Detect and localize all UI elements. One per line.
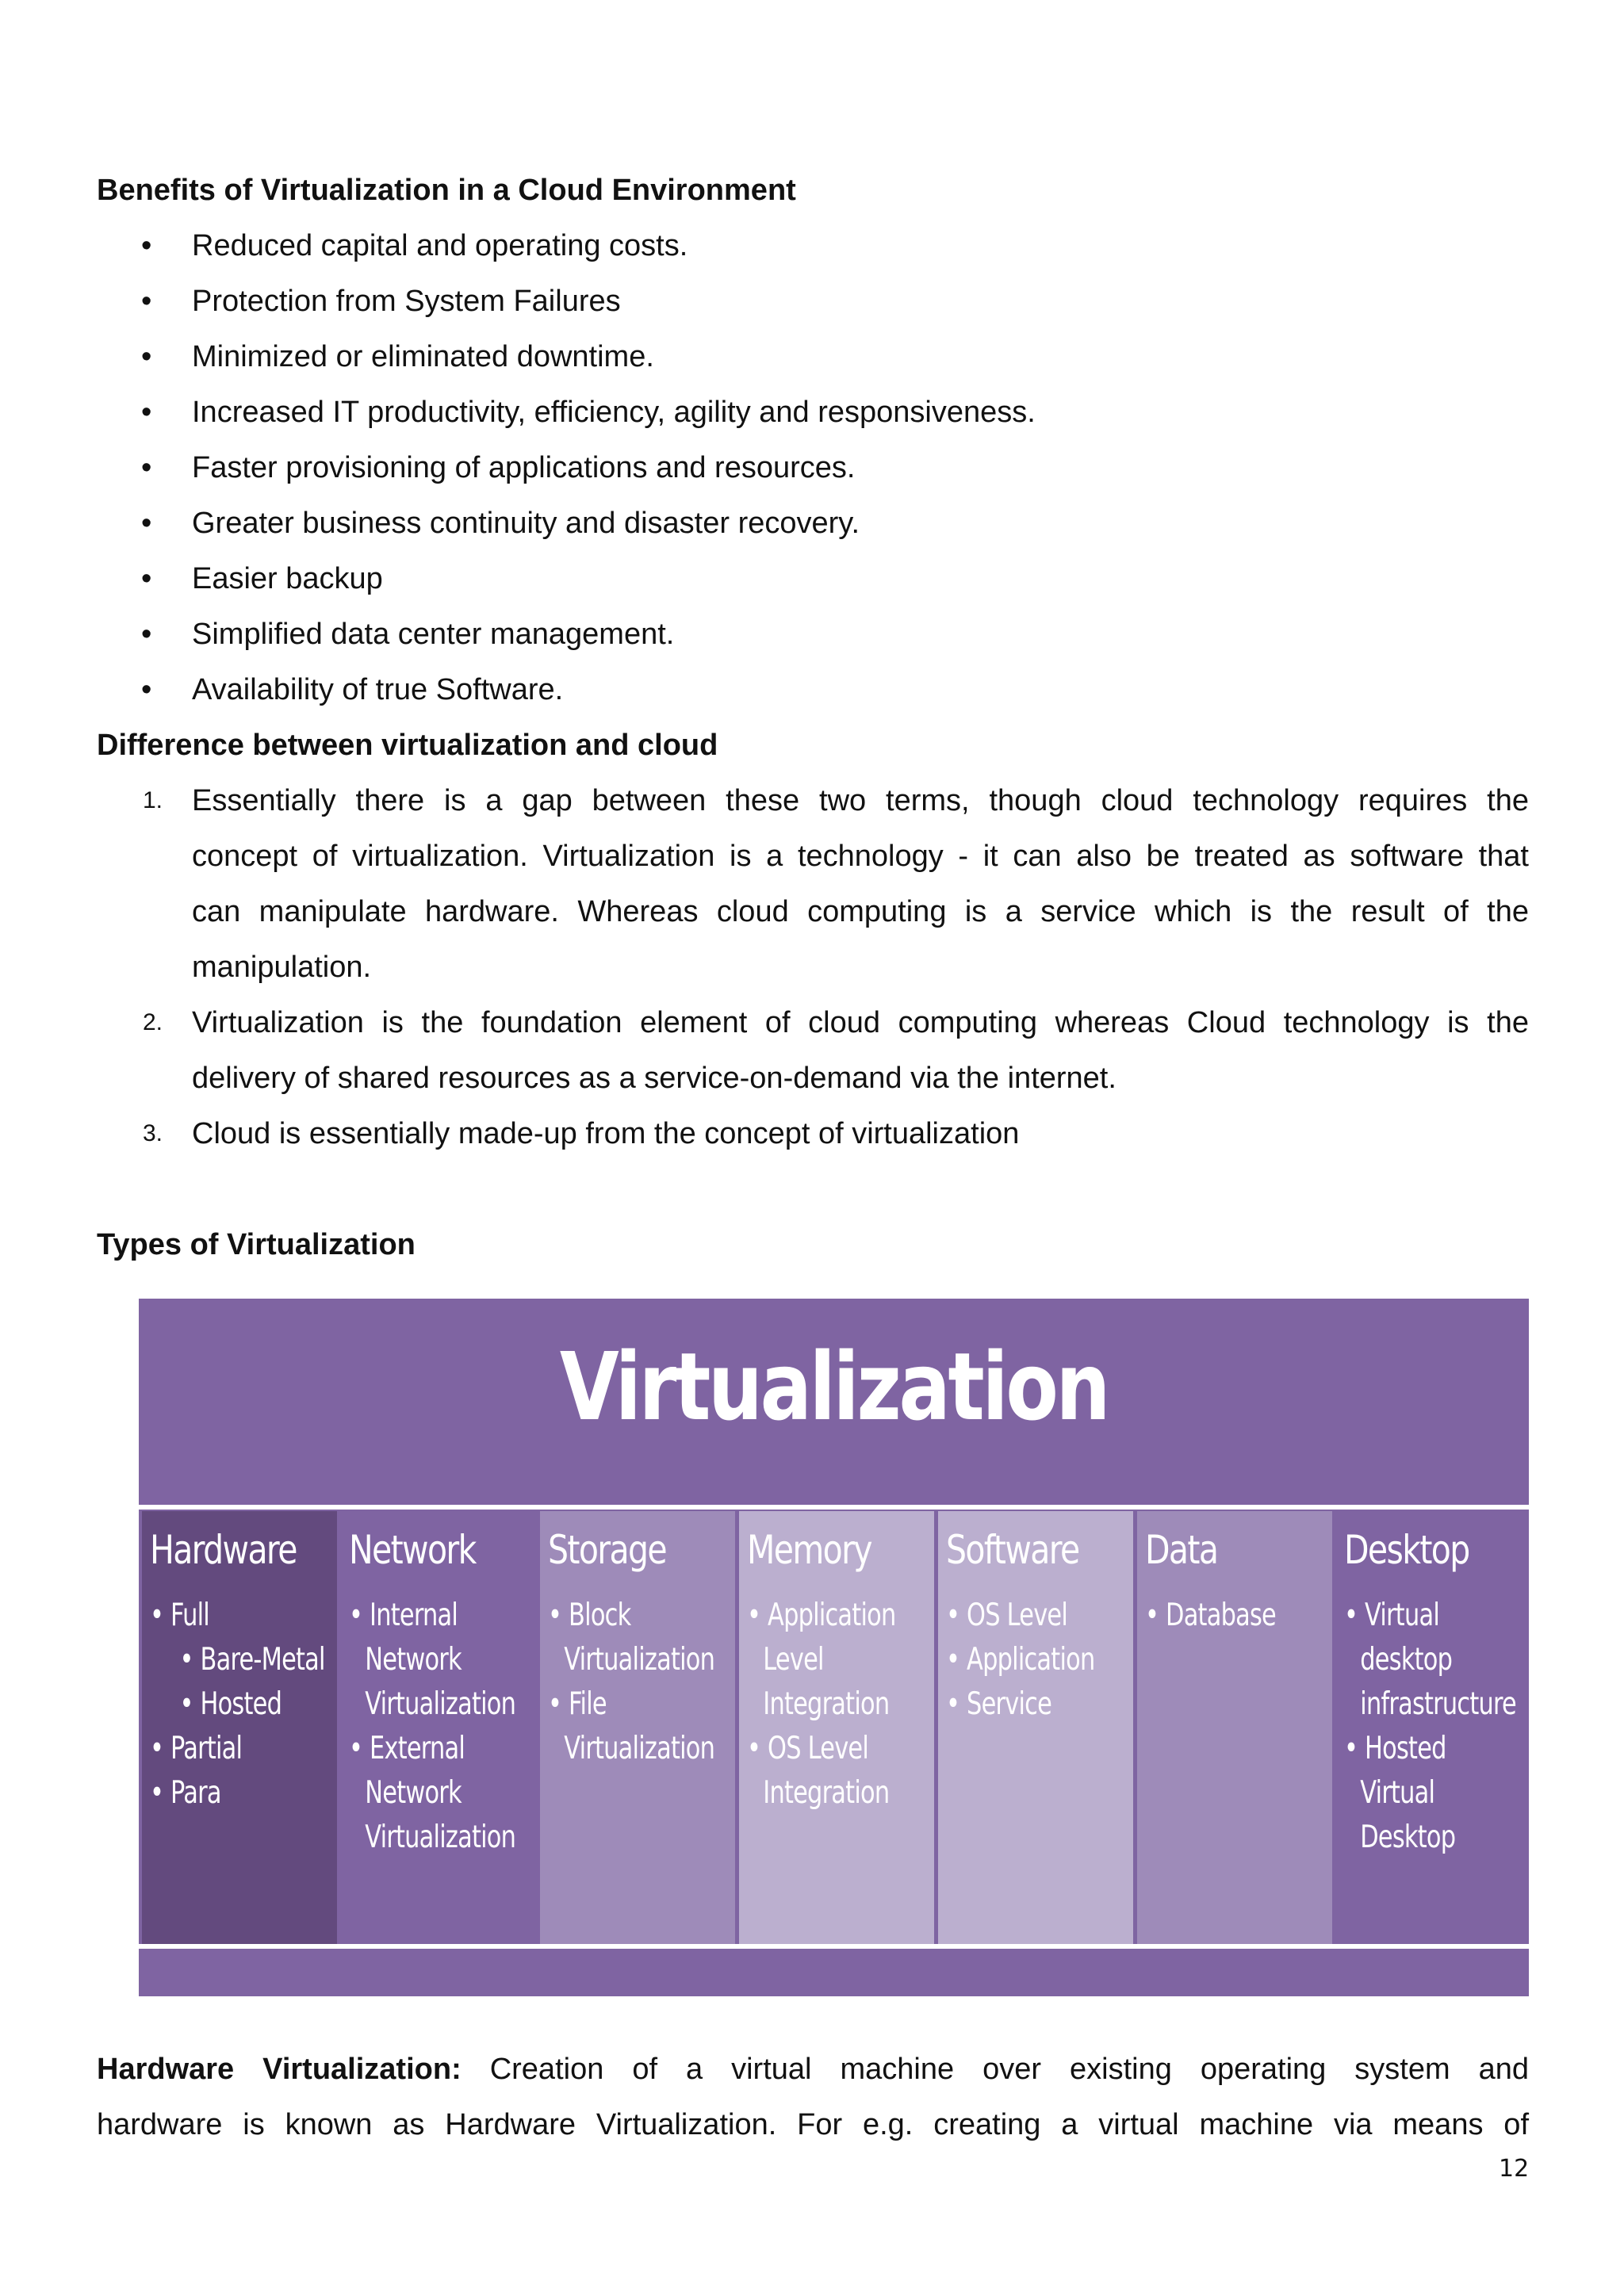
bullet-icon: • xyxy=(141,673,152,706)
list-number: 2. xyxy=(143,1009,163,1035)
column-item: Virtual xyxy=(1360,1775,1435,1811)
hardware-virtualization-label: Hardware Virtualization: xyxy=(97,2053,462,2086)
column-item: • Application xyxy=(946,1642,1095,1678)
hardware-virtualization-line: hardware is known as Hardware Virtualization. For e.g. creating a virtual machine via means of xyxy=(97,2108,1529,2141)
benefit-item: Easier backup xyxy=(192,562,383,595)
column-item: • Application xyxy=(747,1598,896,1633)
diagram-column-storage xyxy=(540,1511,735,1944)
benefit-item: Availability of true Software. xyxy=(192,673,564,706)
column-title: Hardware xyxy=(150,1527,297,1573)
hardware-virtualization-line xyxy=(97,2042,1529,2097)
column-item: • Para xyxy=(150,1775,221,1811)
benefit-item: Simplified data center management. xyxy=(192,618,675,651)
column-list xyxy=(349,1594,536,1860)
diagram-title: Virtualization xyxy=(559,1332,1109,1441)
diagram-divider xyxy=(139,1505,1529,1510)
benefits-heading: Benefits of Virtualization in a Cloud Environment xyxy=(97,174,796,207)
list-number: 3. xyxy=(143,1120,163,1146)
column-item: Integration xyxy=(763,1686,890,1722)
benefit-item: Increased IT productivity, efficiency, agility and responsiveness. xyxy=(192,396,1036,429)
column-title: Desktop xyxy=(1344,1527,1469,1573)
column-list xyxy=(747,1594,934,1816)
difference-item-line: Essentially there is a gap between these two terms, though cloud technology requires the xyxy=(192,784,1529,817)
difference-item-line: Cloud is essentially made-up from the concept of virtualization xyxy=(192,1117,1020,1150)
difference-item-line: Virtualization is the foundation element of cloud computing whereas Cloud technology is the xyxy=(192,1006,1529,1039)
column-item: • Hosted xyxy=(1344,1731,1446,1766)
column-item: Virtualization xyxy=(365,1820,516,1855)
column-item: • Full xyxy=(150,1598,209,1633)
column-item: Integration xyxy=(763,1775,890,1811)
column-title: Storage xyxy=(548,1527,666,1573)
column-title: Data xyxy=(1145,1527,1218,1573)
difference-heading: Difference between virtualization and cloud xyxy=(97,729,718,762)
diagram-column-hardware xyxy=(142,1511,337,1944)
column-item: Virtualization xyxy=(564,1642,715,1678)
column-item: • External xyxy=(349,1731,465,1766)
column-list xyxy=(1145,1594,1332,1638)
diagram-column-network xyxy=(341,1511,536,1944)
bullet-icon: • xyxy=(141,562,152,595)
page-number: 12 xyxy=(1499,2155,1530,2183)
column-item: • OS Level xyxy=(946,1598,1068,1633)
column-item: Virtualization xyxy=(365,1686,516,1722)
benefit-item: Minimized or eliminated downtime. xyxy=(192,340,654,373)
column-item: Desktop xyxy=(1360,1820,1456,1855)
difference-item-line: manipulation. xyxy=(192,951,372,984)
bullet-icon: • xyxy=(141,507,152,540)
diagram-column-data xyxy=(1137,1511,1332,1944)
column-item: infrastructure xyxy=(1360,1686,1516,1722)
column-item: Level xyxy=(763,1642,824,1678)
column-item: Network xyxy=(365,1642,462,1678)
column-item: • Virtual xyxy=(1344,1598,1439,1633)
benefit-item: Protection from System Failures xyxy=(192,285,621,318)
column-item: • File xyxy=(548,1686,607,1722)
column-item: Virtualization xyxy=(564,1731,715,1766)
column-item: • Service xyxy=(946,1686,1052,1722)
column-item: • Bare-Metal xyxy=(179,1642,325,1678)
column-list xyxy=(1344,1594,1529,1860)
column-item: • Database xyxy=(1145,1598,1276,1633)
difference-item-line: can manipulate hardware. Whereas cloud computing is a service which is the result of the xyxy=(192,895,1529,928)
bullet-icon: • xyxy=(141,229,152,262)
diagram-column-desktop xyxy=(1336,1511,1529,1944)
column-item: • Block xyxy=(548,1598,631,1633)
hardware-virtualization-text: Creation of a virtual machine over existing operating system and xyxy=(461,2053,1529,2086)
benefit-item: Reduced capital and operating costs. xyxy=(192,229,688,262)
column-item: • Partial xyxy=(150,1731,243,1766)
bullet-icon: • xyxy=(141,396,152,429)
benefit-item: Greater business continuity and disaster recovery. xyxy=(192,507,860,540)
column-list xyxy=(150,1594,337,1816)
column-list xyxy=(548,1594,735,1771)
bullet-icon: • xyxy=(141,618,152,651)
column-item: • Hosted xyxy=(179,1686,282,1722)
diagram-bottom-divider xyxy=(139,1944,1529,1949)
diagram-column-software xyxy=(938,1511,1133,1944)
difference-item-line: concept of virtualization. Virtualization is a technology - it can also be treated as software that xyxy=(192,840,1529,873)
column-item: Network xyxy=(365,1775,462,1811)
bullet-icon: • xyxy=(141,451,152,484)
column-title: Network xyxy=(349,1527,476,1573)
column-list xyxy=(946,1594,1133,1727)
difference-item-line: delivery of shared resources as a service-on-demand via the internet. xyxy=(192,1062,1116,1095)
column-item: • OS Level xyxy=(747,1731,869,1766)
column-item: desktop xyxy=(1360,1642,1453,1678)
column-title: Memory xyxy=(747,1527,871,1573)
column-title: Software xyxy=(946,1527,1079,1573)
bullet-icon: • xyxy=(141,285,152,318)
virtualization-diagram xyxy=(139,1299,1529,1996)
diagram-column-memory xyxy=(739,1511,934,1944)
types-heading: Types of Virtualization xyxy=(97,1228,416,1261)
benefit-item: Faster provisioning of applications and resources. xyxy=(192,451,856,484)
bullet-icon: • xyxy=(141,340,152,373)
column-item: • Internal xyxy=(349,1598,458,1633)
list-number: 1. xyxy=(143,787,163,813)
